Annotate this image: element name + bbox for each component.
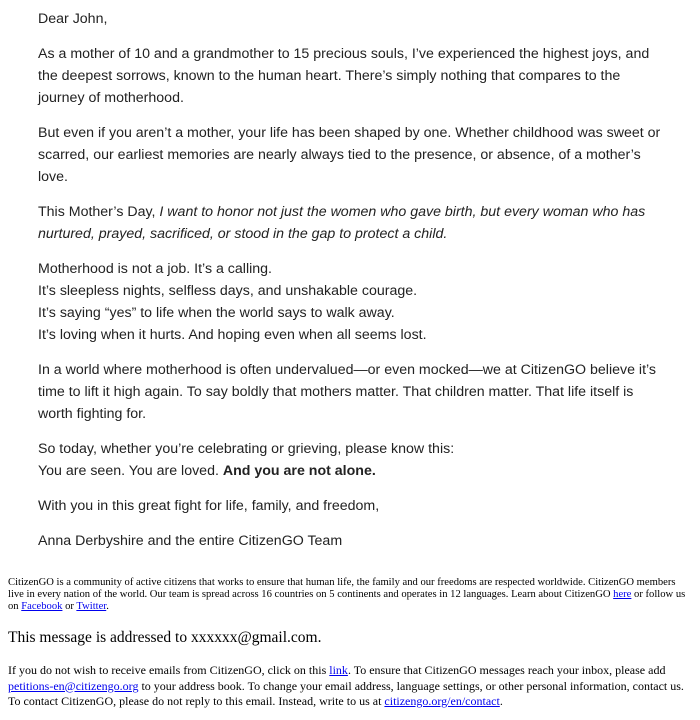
- paragraph-shaped-by-one: But even if you aren’t a mother, your life has been shaped by one. Whether childhood was sweet or scarred, our earliest memories are nearly always tied to the presence, or absence, of a mother’s love.: [38, 125, 661, 185]
- about-end: .: [106, 600, 109, 612]
- closing-line: With you in this great fight for life, family, and freedom,: [38, 498, 380, 514]
- facebook-link[interactable]: Facebook: [21, 600, 63, 612]
- mothers-day-lead: This Mother’s Day,: [38, 204, 160, 220]
- paragraph-calling: [38, 258, 663, 346]
- paragraph-lift-it-high: In a world where motherhood is often undervalued—or even mocked—we at CitizenGO believe it’s time to lift it high again. To say boldly that mothers matter. That children matter. That life itself is worth fighting for.: [38, 362, 657, 422]
- calling-line: Motherhood is not a job. It’s a calling.: [38, 261, 272, 277]
- contact-link[interactable]: citizengo.org/en/contact: [384, 694, 500, 708]
- unsub-end: .: [499, 694, 503, 708]
- about-or-text: or: [62, 600, 77, 612]
- unsub-text-2: . To ensure that CitizenGO messages reach your inbox, please add: [347, 663, 666, 677]
- footer-about: [8, 577, 692, 612]
- seen-loved-line: [38, 460, 663, 482]
- celebrating-line: So today, whether you’re celebrating or grieving, please know this:: [38, 441, 455, 457]
- mothers-day-honor-italic: I want to honor not just the women who gave birth, but every woman who has nurtured, prayed, sacrificed, or stood in the gap to protect a child.: [38, 204, 646, 242]
- not-alone-bold: And you are not alone.: [222, 463, 376, 479]
- calling-line: It’s loving when it hurts. And hoping even when all seems lost.: [38, 327, 427, 343]
- about-here-link[interactable]: here: [613, 588, 632, 600]
- about-text: CitizenGO is a community of active citizens that works to ensure that human life, the family and our freedoms are respected worldwide. CitizenGO members live in every nation of the world. Our team is spread across 16 countries on 5 continents and operates in 12 languages. Learn about CitizenGO: [8, 577, 676, 600]
- addressed-notice: This message is addressed to xxxxxx@gmail.com.: [8, 629, 322, 646]
- paragraph-you-are-seen: [38, 438, 663, 482]
- letter-body: [38, 8, 663, 565]
- twitter-link[interactable]: Twitter: [76, 600, 107, 612]
- paragraph-mothers-day: [38, 201, 663, 245]
- about-follow-text: or follow us on: [8, 588, 686, 612]
- petitions-email-link[interactable]: petitions-en@citizengo.org: [8, 678, 139, 693]
- unsub-text-1: If you do not wish to receive emails from CitizenGO, click on this: [8, 663, 330, 677]
- paragraph-motherhood-intro: As a mother of 10 and a grandmother to 15 precious souls, I’ve experienced the highest joys, and the deepest sorrows, known to the human heart. There’s simply nothing that compares to the journey of motherhood.: [38, 46, 650, 106]
- greeting: Dear John,: [38, 11, 108, 27]
- unsubscribe-link[interactable]: link: [329, 663, 348, 677]
- unsub-text-3: to your address book. To change your email address, language settings, or other personal information, contact us. To contact CitizenGO, please do not reply to this email. Instead, write to us at: [8, 678, 684, 708]
- calling-line: It’s saying “yes” to life when the world says to walk away.: [38, 305, 395, 321]
- seen-loved-text: You are seen. You are loved.: [38, 463, 223, 479]
- footer-unsubscribe: [8, 663, 692, 710]
- signature: Anna Derbyshire and the entire CitizenGO Team: [38, 533, 343, 549]
- calling-line: It’s sleepless nights, selfless days, and unshakable courage.: [38, 283, 418, 299]
